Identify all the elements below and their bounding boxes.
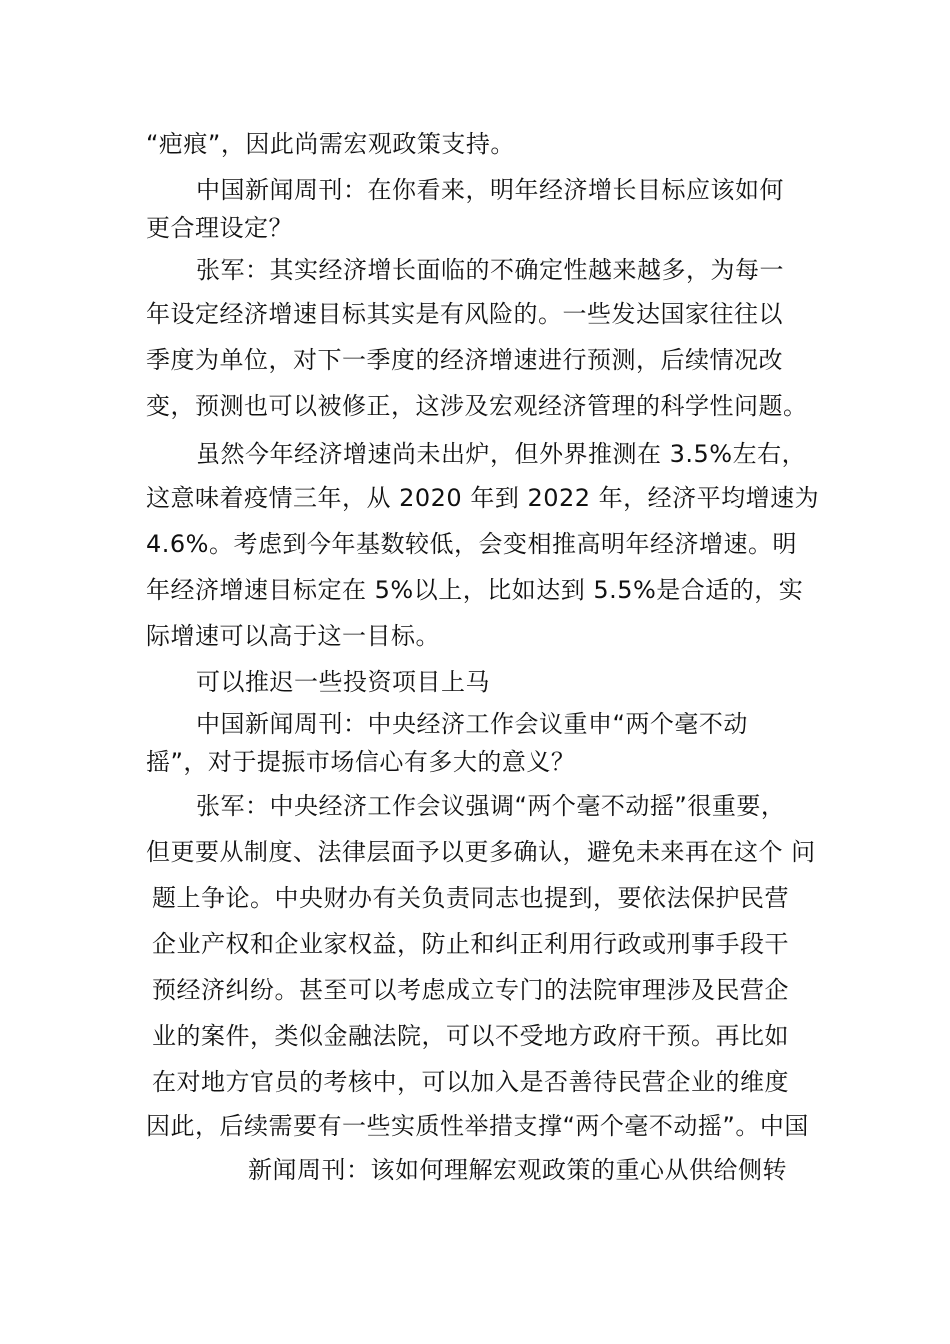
text-line-7: 变，预测也可以被修正，这涉及宏观经济管理的科学性问题。 — [146, 392, 808, 420]
section-heading: 可以推迟一些投资项目上马 — [196, 668, 490, 696]
text-line-4: 张军：其实经济增长面临的不确定性越来越多，为每一 — [196, 256, 784, 284]
text-line-18: 题上争论。中央财办有关负责同志也提到，要依法保护民营 — [152, 884, 789, 912]
text-line-3: 更合理设定？ — [146, 214, 293, 242]
text-line-2: 中国新闻周刊：在你看来，明年经济增长目标应该如何 — [196, 176, 784, 204]
text-line-6: 季度为单位，对下一季度的经济增速进行预测，后续情况改 — [146, 346, 783, 374]
text-line-9: 这意味着疫情三年，从 2020 年到 2022 年，经济平均增速为 — [146, 484, 820, 512]
text-line-21: 业的案件，类似金融法院，可以不受地方政府干预。再比如 — [152, 1022, 789, 1050]
text-line-22: 在对地方官员的考核中，可以加入是否善待民营企业的维度 — [152, 1068, 789, 1096]
text-line-24: 新闻周刊：该如何理解宏观政策的重心从供给侧转 — [248, 1156, 787, 1184]
text-line-17: 但更要从制度、法律层面予以更多确认，避免未来再在这个 问 — [146, 838, 816, 866]
text-line-19: 企业产权和企业家权益，防止和纠正利用行政或刑事手段干 — [152, 930, 789, 958]
text-line-23: 因此，后续需要有一些实质性举措支撑“两个毫不动摇”。中国 — [146, 1112, 809, 1140]
text-line-12: 际增速可以高于这一目标。 — [146, 622, 440, 650]
text-line-10: 4.6%。考虑到今年基数较低，会变相推高明年经济增速。明 — [146, 530, 797, 558]
text-line-14: 中国新闻周刊：中央经济工作会议重申“两个毫不动 — [196, 710, 748, 738]
text-line-20: 预经济纠纷。甚至可以考虑成立专门的法院审理涉及民营企 — [152, 976, 789, 1004]
text-line-8: 虽然今年经济增速尚未出炉，但外界推测在 3.5%左右， — [196, 440, 807, 468]
text-line-15: 摇”，对于提振市场信心有多大的意义？ — [146, 748, 576, 776]
text-line-5: 年设定经济增速目标其实是有风险的。一些发达国家往往以 — [146, 300, 783, 328]
text-line-1: “疤痕”，因此尚需宏观政策支持。 — [146, 130, 515, 158]
text-line-11: 年经济增速目标定在 5%以上，比如达到 5.5%是合适的，实 — [146, 576, 804, 604]
text-line-16: 张军：中央经济工作会议强调“两个毫不动摇”很重要， — [196, 792, 786, 820]
